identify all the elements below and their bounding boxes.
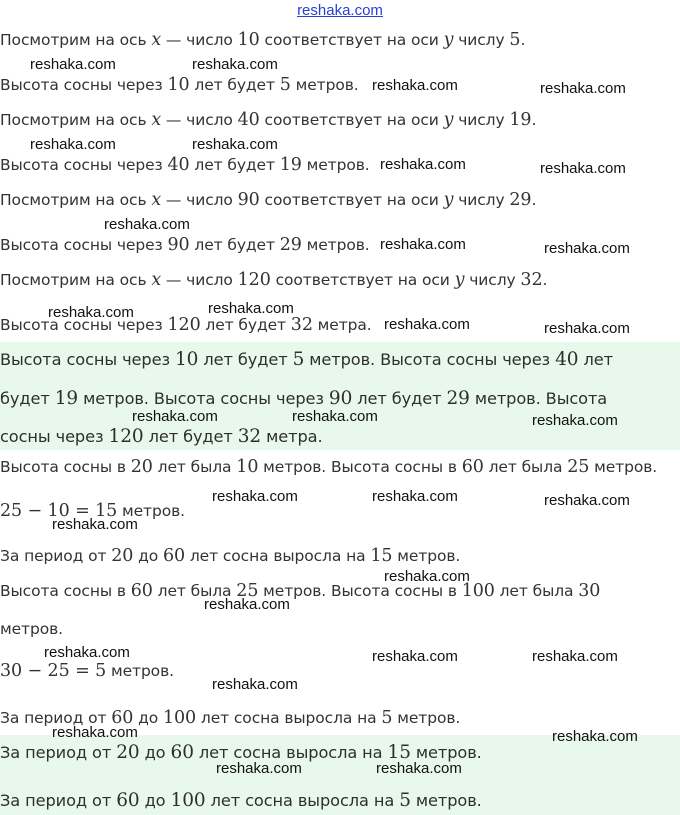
answer-box [0,342,680,450]
equation-line: 25 − 10 = 15 метров. [0,501,185,521]
answer-line: За период от 20 до 60 лет сосна выросла на 15 метров. [0,742,482,763]
watermark: reshaka.com [52,516,138,533]
watermark: reshaka.com [544,320,630,337]
watermark: reshaka.com [380,156,466,173]
watermark: reshaka.com [540,80,626,97]
solution-line: Высота сосны через 120 лет будет 32 метра. [0,315,372,335]
answer-box [0,735,680,815]
watermark: reshaka.com [212,676,298,693]
watermark: reshaka.com [540,160,626,177]
watermark: reshaka.com [372,488,458,505]
watermark: reshaka.com [380,236,466,253]
watermark: reshaka.com [384,568,470,585]
solution-line: За период от 20 до 60 лет сосна выросла на 15 метров. [0,546,461,566]
watermark: reshaka.com [30,56,116,73]
watermark: reshaka.com [132,408,218,425]
watermark: reshaka.com [212,488,298,505]
watermark: reshaka.com [204,596,290,613]
solution-line: За период от 60 до 100 лет сосна выросла на 5 метров. [0,708,461,728]
answer-line: Высота сосны через 10 лет будет 5 метров. Высота сосны через 40 лет [0,349,613,370]
watermark: reshaka.com [44,644,130,661]
answer-line: сосны через 120 лет будет 32 метра. [0,426,323,447]
watermark: reshaka.com [384,316,470,333]
watermark: reshaka.com [544,240,630,257]
watermark: reshaka.com [292,408,378,425]
watermark: reshaka.com [192,56,278,73]
watermark: reshaka.com [372,648,458,665]
solution-line: Высота сосны в 20 лет была 10 метров. Высота сосны в 60 лет была 25 метров. [0,457,658,477]
watermark: reshaka.com [532,648,618,665]
watermark: reshaka.com [48,304,134,321]
watermark: reshaka.com [552,728,638,745]
watermark: reshaka.com [372,77,458,94]
watermark: reshaka.com [52,724,138,741]
answer-line: будет 19 метров. Высота сосны через 90 лет будет 29 метров. Высота [0,388,608,409]
solution-line: Посмотрим на ось x — число 90 соответствует на оси y числу 29. [0,190,537,210]
watermark: reshaka.com [208,300,294,317]
watermark: reshaka.com [216,760,302,777]
site-header-link[interactable]: reshaka.com [297,2,383,19]
equation-line: 30 − 25 = 5 метров. [0,661,174,681]
solution-line: Посмотрим на ось x — число 120 соответствует на оси y числу 32. [0,270,548,290]
answer-line: За период от 60 до 100 лет сосна выросла на 5 метров. [0,790,482,811]
solution-line: метров. [0,620,63,638]
solution-line: Посмотрим на ось x — число 10 соответствует на оси y числу 5. [0,30,526,50]
solution-line: Высота сосны через 90 лет будет 29 метров. [0,235,370,255]
watermark: reshaka.com [192,136,278,153]
solution-line: Высота сосны через 10 лет будет 5 метров. [0,75,359,95]
watermark: reshaka.com [30,136,116,153]
solution-line: Посмотрим на ось x — число 40 соответствует на оси y числу 19. [0,110,537,130]
watermark: reshaka.com [532,412,618,429]
watermark: reshaka.com [544,492,630,509]
solution-line: Высота сосны в 60 лет была 25 метров. Высота сосны в 100 лет была 30 [0,581,601,601]
solution-line: Высота сосны через 40 лет будет 19 метров. [0,155,370,175]
watermark: reshaka.com [104,216,190,233]
watermark: reshaka.com [376,760,462,777]
